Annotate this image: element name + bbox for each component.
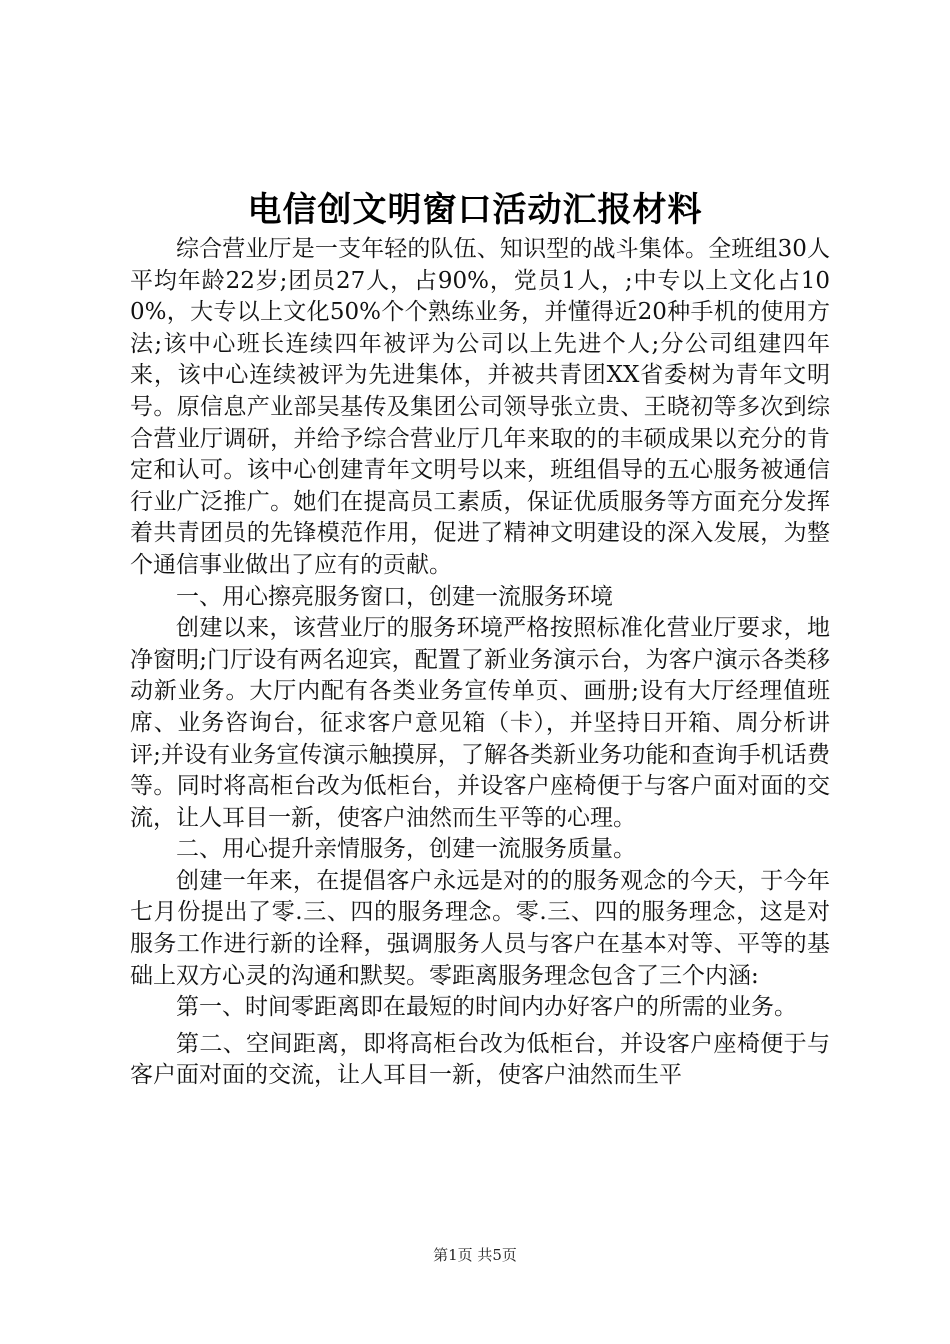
paragraph-time-distance: 第一、时间零距离即在最短的时间内办好客户的所需的业务。: [176, 994, 797, 1021]
document-body: [130, 234, 830, 1092]
document-title: 电信创文明窗口活动汇报材料: [247, 190, 703, 230]
paragraph-intro: 综合营业厅是一支年轻的队伍、知识型的战斗集体。全班组30人平均年龄22岁;团员27人，占90%，党员1人，;中专以上文化占100%，大专以上文化50%个个熟练业务，并懂得近20种手机的使用方法;该中心班长连续四年被评为公司以上先进个人;分公司组建四年来，该中心连续被评为先进集体，并被共青团XX省委树为青年文明号。原信息产业部吴基传及集团公司领导张立贵、王晓初等多次到综合营业厅调研，并给予综合营业厅几年来取的的丰硕成果以充分的肯定和认可。该中心创建青年文明号以来，班组倡导的五心服务被通信行业广泛推广。她们在提高员工素质，保证优质服务等方面充分发挥着共青团员的先锋模范作用，促进了精神文明建设的深入发展，为整个通信事业做出了应有的贡献。: [130, 236, 830, 578]
page-footer: 第1页 共5页: [433, 1246, 517, 1264]
section-heading-2: 二、用心提升亲情服务，创建一流服务质量。: [176, 836, 636, 863]
section-heading-1: 一、用心擦亮服务窗口，创建一流服务环境: [176, 583, 613, 610]
paragraph-environment: 创建以来，该营业厅的服务环境严格按照标准化营业厅要求，地净窗明;门厅设有两名迎宾，配置了新业务演示台，为客户演示各类移动新业务。大厅内配有各类业务宣传单页、画册;设有大厅经理值班席、业务咨询台，征求客户意见箱（卡），并坚持日开箱、周分析讲评;并设有业务宣传演示触摸屏，了解各类新业务功能和查询手机话费等。同时将高柜台改为低柜台，并设客户座椅便于与客户面对面的交流，让人耳目一新，使客户油然而生平等的心理。: [130, 615, 830, 831]
paragraph-service-concept: 创建一年来，在提倡客户永远是对的的服务观念的今天，于今年七月份提出了零.三、四的服务理念。零.三、四的服务理念，这是对服务工作进行新的诠释，强调服务人员与客户在基本对等、平等的基础上双方心灵的沟通和默契。零距离服务理念包含了三个内涵:: [130, 867, 830, 989]
paragraph-space-distance: 第二、空间距离，即将高柜台改为低柜台，并设客户座椅便于与客户面对面的交流，让人耳目一新，使客户油然而生平: [130, 1030, 830, 1089]
